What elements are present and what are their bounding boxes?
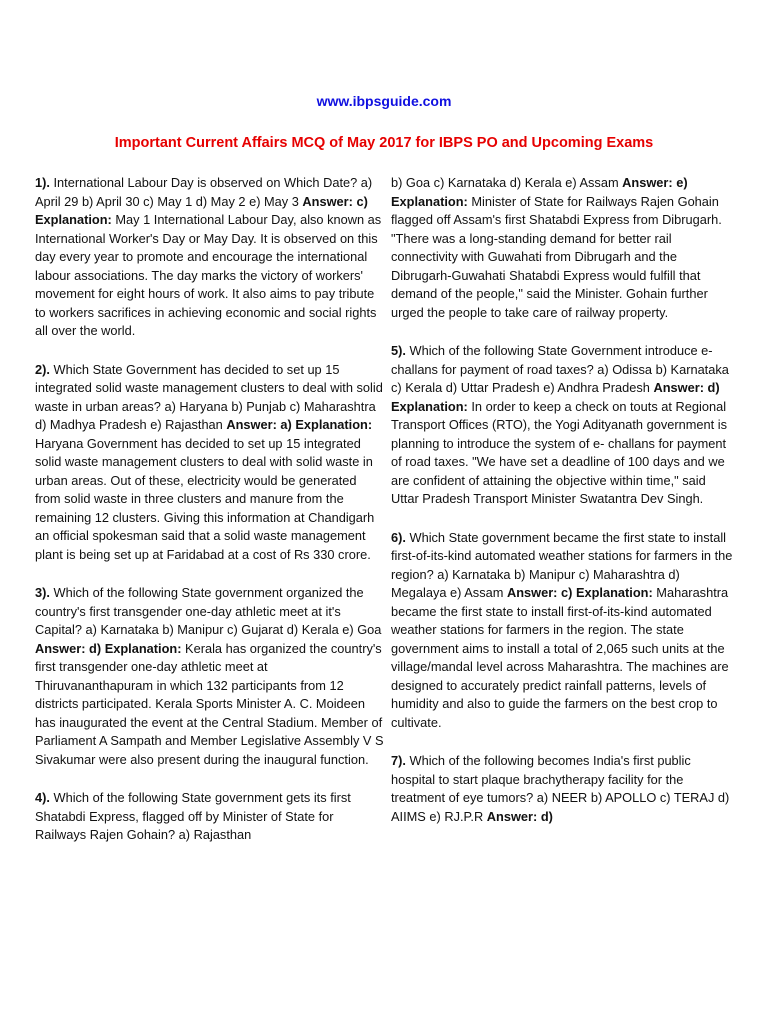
explanation-text: Minister of State for Railways Rajen Gohain flagged off Assam's first Shatabdi Express from Dibrugarh. "There was a long-standing demand for better rail connectivity with Guwahati from Dibrugarh and the Dibrugarh-Guwahati Shatabdi Express would fulfill that demand of the people," said the Minister. Gohain further urged the people to take care of railway property. xyxy=(391,193,722,320)
question-7 xyxy=(391,752,736,826)
question-number: 1). xyxy=(35,175,50,190)
question-3 xyxy=(35,584,385,769)
explanation-label: Explanation: xyxy=(295,417,373,432)
answer-label: Answer: a) xyxy=(226,417,292,432)
explanation-text: Maharashtra became the first state to install first-of-its-kind automated weather stations for farmers in the region. The state government aims to install a total of 2,065 such units at the village/mandal level across Maharashtra. The machines are designed to accurately predict rainfall patterns, levels of humidity and also to guide the farmers on the best crop to cultivate. xyxy=(391,585,729,730)
question-text: Which of the following State Government introduce e-challans for payment of road taxes? a) Odissa b) Karnataka c) Kerala d) Uttar Pradesh e) Andhra Pradesh xyxy=(391,343,729,395)
question-text: Which of the following State government organized the country's first transgender one-day athletic meet at it's Capital? a) Karnataka b) Manipur c) Gujarat d) Kerala e) Goa xyxy=(35,585,382,637)
explanation-text: In order to keep a check on touts at Regional Transport Offices (RTO), the Yogi Adityanath government is planning to introduce the system of e- challans for payment of road taxes. "We have set a deadline of 100 days and we are confident of attaining the objective within time," said Uttar Pradesh Transport Minister Swatantra Dev Singh. xyxy=(391,398,727,506)
question-number: 7). xyxy=(391,753,406,768)
answer-label: Answer: e) xyxy=(622,175,688,190)
answer-label: Answer: d) xyxy=(653,380,720,395)
question-text: Which of the following becomes India's first public hospital to start plaque brachytherapy facility for the treatment of eye tumors? a) NEER b) APOLLO c) TERAJ d) AIIMS e) RJ.P.R xyxy=(391,753,730,824)
explanation-label: Explanation: xyxy=(104,640,182,656)
question-4-start xyxy=(35,789,385,845)
explanation-text: Haryana Government has decided to set up 15 integrated solid waste management clusters to deal with solid waste in urban areas. Out of these, electricity would be generated from solid waste in three clusters and manure from the remaining 12 clusters. Giving this information at Chandigarh an official spokesman said that a solid waste management plant is being set up at Faridabad at a cost of Rs 330 crore. xyxy=(35,435,375,562)
question-5 xyxy=(391,342,736,509)
answer-label: Answer: d) xyxy=(486,808,553,824)
question-number: 3). xyxy=(35,585,50,600)
question-6 xyxy=(391,529,736,733)
right-column xyxy=(391,174,736,846)
question-text: Which State Government has decided to set up 15 integrated solid waste management clusters to deal with solid waste in urban areas? a) Haryana b) Punjab c) Maharashtra d) Madhya Pradesh e) Rajasthan xyxy=(35,361,383,432)
answer-label: Answer: c) xyxy=(506,585,573,600)
left-column xyxy=(35,174,385,865)
question-1 xyxy=(35,174,385,341)
explanation-label: Explanation: xyxy=(391,193,468,209)
question-text-continued: b) Goa c) Karnataka d) Kerala e) Assam xyxy=(391,175,619,190)
explanation-text: May 1 International Labour Day, also known as International Worker's Day or May Day. It is observed on this day every year to promote and encourage the international labour associations. The day marks the victory of workers' movement for eight hours of work. It also aims to pay tribute to workers sacrifices in achieving economic and social rights all over the world. xyxy=(35,212,382,338)
document-title: Important Current Affairs MCQ of May 2017 for IBPS PO and Upcoming Exams xyxy=(114,135,654,151)
question-4-continued xyxy=(391,174,736,322)
explanation-label: Explanation: xyxy=(35,212,112,227)
explanation-label: Explanation: xyxy=(391,398,468,414)
explanation-text: Kerala has organized the country's first transgender one-day athletic meet at Thiruvananthapuram in which 132 participants from 12 districts participated. Kerala Sports Minister A. C. Moideen has inaugurated the event at the Central Stadium. Member of Parliament A Sampath and Member Legislative Assembly V S Sivakumar were also present during the inaugural function. xyxy=(35,640,384,767)
question-text: Which State government became the first state to install first-of-its-kind automated weather stations for farmers in the region? a) Karnataka b) Manipur c) Maharashtra d) Megalaya e) Assam xyxy=(391,529,733,600)
site-url-link[interactable]: www.ibpsguide.com xyxy=(316,93,452,109)
question-number: 6). xyxy=(391,529,406,545)
answer-label: Answer: c) xyxy=(302,193,368,209)
question-number: 5). xyxy=(391,343,406,358)
answer-label: Answer: d) xyxy=(35,640,102,656)
question-2 xyxy=(35,361,385,565)
question-text: Which of the following State government gets its first Shatabdi Express, flagged off by Minister of State for Railways Rajen Gohain? a) Rajasthan xyxy=(35,790,351,842)
explanation-label: Explanation: xyxy=(575,585,653,600)
question-text: International Labour Day is observed on Which Date? a) April 29 b) April 30 c) May 1 d) May 2 e) May 3 xyxy=(35,175,373,209)
question-number: 2). xyxy=(35,361,50,377)
question-number: 4). xyxy=(35,790,50,805)
